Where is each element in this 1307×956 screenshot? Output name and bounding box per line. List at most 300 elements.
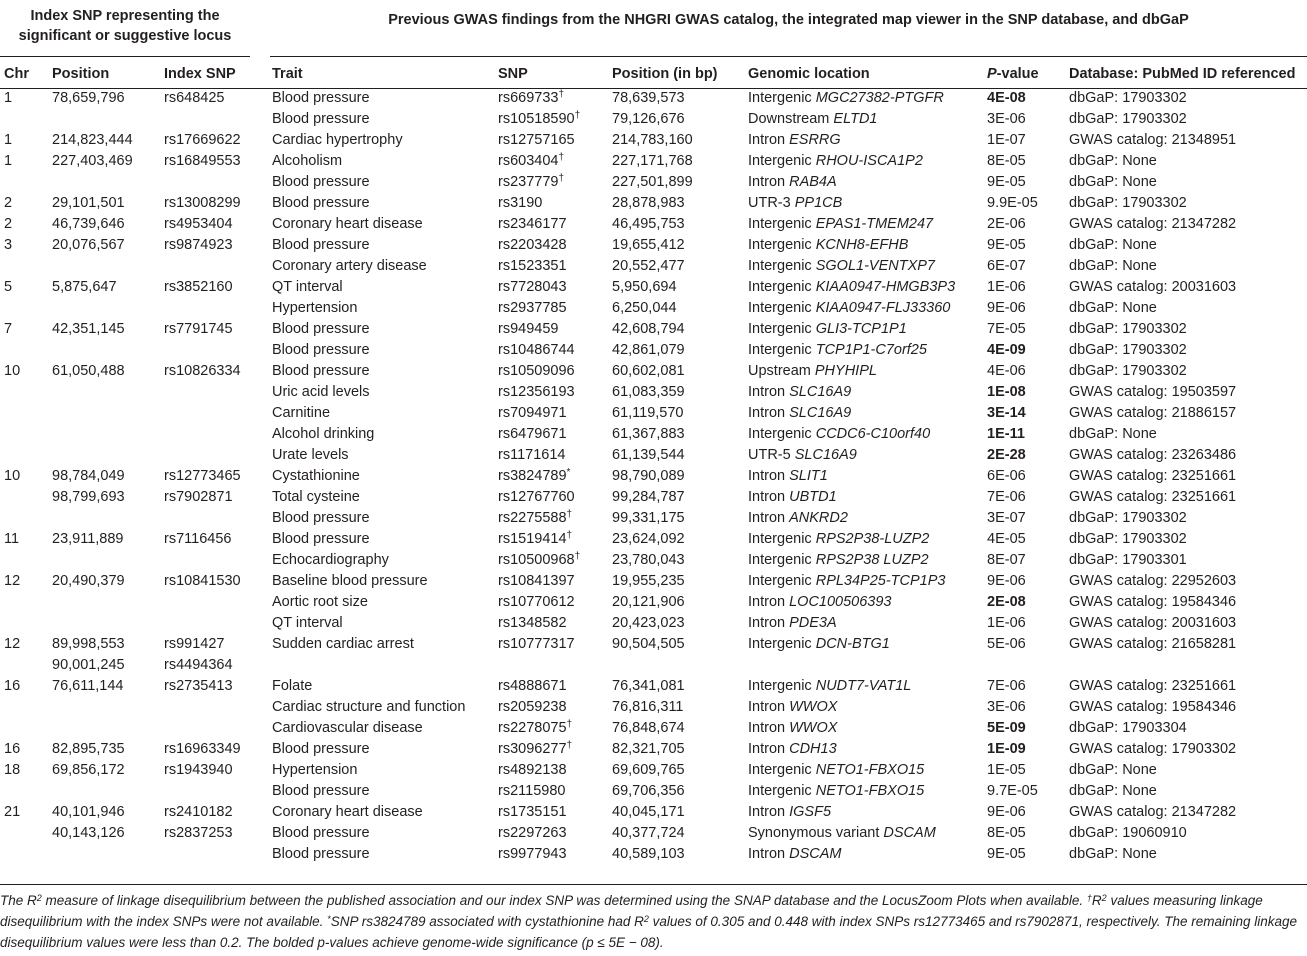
- location-type: Intergenic: [748, 761, 816, 778]
- table-row: [0, 297, 1307, 318]
- cell-p-value: 7E-06: [987, 677, 1026, 694]
- cell-snp: [498, 570, 612, 591]
- group-header-index-line-2: significant or suggestive locus: [18, 28, 232, 44]
- cell-snp: [498, 381, 612, 402]
- gene-name: CCDC6-C10orf40: [815, 425, 931, 442]
- cell-genomic-location: [748, 150, 987, 171]
- table-row: [0, 87, 1307, 108]
- cell-index-snp: [164, 780, 272, 801]
- cell-snp: [498, 780, 612, 801]
- cell-p-value: 9.9E-05: [987, 194, 1038, 211]
- group-rule-left: [0, 56, 250, 57]
- cell-database: GWAS catalog: 21658281: [1069, 635, 1237, 652]
- cell-chr: [0, 339, 52, 360]
- cell-chr: [0, 822, 52, 843]
- cell-position-bp: 61,119,570: [612, 404, 684, 421]
- snp-id: rs237779: [498, 173, 559, 190]
- cell-trait: Coronary heart disease: [272, 803, 423, 820]
- snp-id: rs2937785: [498, 299, 567, 316]
- cell-database: dbGaP: None: [1069, 299, 1157, 316]
- cell-p-value: 1E-07: [987, 131, 1026, 148]
- table-row: [0, 339, 1307, 360]
- cell-snp: [498, 633, 612, 654]
- cell-p-value: 4E-06: [987, 362, 1026, 379]
- cell-position-bp: 28,878,983: [612, 194, 685, 211]
- cell-position: [52, 507, 164, 528]
- gene-name: PHYHIPL: [814, 362, 877, 379]
- cell-database: dbGaP: None: [1069, 782, 1157, 799]
- location-type: Intergenic: [748, 89, 816, 106]
- cell-database: [1069, 654, 1307, 675]
- snp-id: rs9977943: [498, 845, 567, 862]
- cell-position-bp: 20,121,906: [612, 593, 685, 610]
- cell-trait: Aortic root size: [272, 593, 368, 610]
- gene-name: NUDT7-VAT1L: [815, 677, 912, 694]
- gene-name: DSCAM: [789, 845, 842, 862]
- col-header-database: Database: PubMed ID referenced: [1069, 65, 1296, 82]
- gene-name: RPS2P38-LUZP2: [815, 530, 930, 547]
- cell-snp: [498, 171, 612, 192]
- cell-trait: Blood pressure: [272, 740, 370, 757]
- footnote-r: R: [27, 893, 37, 908]
- gene-name: RPS2P38 LUZP2: [815, 551, 929, 568]
- cell-position: 69,856,172: [52, 761, 125, 778]
- cell-p-value: [987, 654, 1069, 675]
- cell-index-snp: rs7116456: [164, 530, 232, 547]
- snp-marker: †: [574, 550, 581, 562]
- cell-index-snp: rs16849553: [164, 152, 241, 169]
- cell-position: [52, 339, 164, 360]
- location-type: Intron: [748, 131, 790, 148]
- cell-position: 5,875,647: [52, 278, 117, 295]
- cell-trait: Carnitine: [272, 404, 331, 421]
- cell-position-bp: 82,321,705: [612, 740, 685, 757]
- cell-genomic-location: [748, 360, 987, 381]
- table-bottom-rule: [0, 884, 1307, 885]
- location-type: Intron: [748, 593, 790, 610]
- cell-genomic-location: [748, 465, 987, 486]
- cell-chr: 5: [4, 278, 13, 295]
- cell-genomic-location: [748, 654, 987, 675]
- gene-name: NETO1-FBXO15: [815, 782, 925, 799]
- cell-chr: 10: [4, 467, 21, 484]
- table-row: [0, 444, 1307, 465]
- gene-name: RHOU-ISCA1P2: [815, 152, 923, 169]
- location-type: Intergenic: [748, 215, 816, 232]
- gene-name: SGOL1-VENTXP7: [815, 257, 935, 274]
- cell-database: GWAS catalog: 19584346: [1069, 593, 1237, 610]
- snp-id: rs3190: [498, 194, 543, 211]
- cell-position-bp: 42,608,794: [612, 320, 685, 337]
- cell-position: 61,050,488: [52, 362, 125, 379]
- gene-name: NETO1-FBXO15: [815, 761, 925, 778]
- cell-database: dbGaP: 17903304: [1069, 719, 1187, 736]
- table-row: [0, 801, 1307, 822]
- gene-name: RAB4A: [789, 173, 837, 190]
- cell-position-bp: 99,331,175: [612, 509, 685, 526]
- snp-id: rs1735151: [498, 803, 567, 820]
- cell-p-value: 3E-14: [987, 404, 1026, 421]
- cell-p-value: 2E-08: [987, 593, 1026, 610]
- cell-snp: [498, 276, 612, 297]
- cell-snp: [498, 360, 612, 381]
- cell-index-snp: [164, 591, 272, 612]
- cell-position-bp: 76,341,081: [612, 677, 685, 694]
- cell-trait: Urate levels: [272, 446, 349, 463]
- cell-p-value: 1E-06: [987, 614, 1026, 631]
- table-row: [0, 150, 1307, 171]
- snp-marker: †: [558, 88, 565, 100]
- cell-position-bp: 42,861,079: [612, 341, 685, 358]
- snp-marker: †: [566, 508, 573, 520]
- cell-index-snp: rs4953404: [164, 215, 233, 232]
- cell-snp: [498, 255, 612, 276]
- cell-chr: [0, 171, 52, 192]
- cell-chr: [0, 717, 52, 738]
- cell-index-snp: [164, 696, 272, 717]
- cell-index-snp: [164, 612, 272, 633]
- cell-trait: Alcohol drinking: [272, 425, 375, 442]
- cell-index-snp: [164, 843, 272, 864]
- cell-trait: Baseline blood pressure: [272, 572, 428, 589]
- snp-marker: *: [566, 466, 571, 478]
- location-type: Intergenic: [748, 236, 816, 253]
- location-type: Intron: [748, 383, 790, 400]
- cell-database: dbGaP: 17903302: [1069, 362, 1187, 379]
- cell-trait: Cardiovascular disease: [272, 719, 423, 736]
- location-type: Intron: [748, 467, 790, 484]
- group-header-index-line-1: Index SNP representing the: [30, 8, 220, 24]
- footnote-star: *: [327, 914, 331, 924]
- snp-id: rs2297263: [498, 824, 567, 841]
- cell-position-bp: 20,552,477: [612, 257, 685, 274]
- col-header-chr: Chr: [4, 65, 29, 82]
- cell-index-snp: rs13008299: [164, 194, 241, 211]
- location-type: UTR-5: [748, 446, 795, 463]
- cell-trait: Alcoholism: [272, 152, 343, 169]
- cell-position-bp: 61,367,883: [612, 425, 685, 442]
- cell-database: dbGaP: None: [1069, 761, 1157, 778]
- snp-id: rs1519414: [498, 530, 567, 547]
- cell-index-snp: [164, 381, 272, 402]
- cell-database: GWAS catalog: 23251661: [1069, 467, 1237, 484]
- cell-chr: [0, 780, 52, 801]
- table-row: [0, 528, 1307, 549]
- cell-database: dbGaP: None: [1069, 257, 1157, 274]
- cell-snp: [498, 843, 612, 864]
- cell-position: [52, 843, 164, 864]
- snp-marker: †: [566, 739, 573, 751]
- cell-index-snp: rs2837253: [164, 824, 233, 841]
- cell-genomic-location: [748, 255, 987, 276]
- snp-id: rs4888671: [498, 677, 567, 694]
- cell-p-value: 9.7E-05: [987, 782, 1038, 799]
- cell-trait: Folate: [272, 677, 313, 694]
- location-type: Intron: [748, 614, 790, 631]
- location-type: Intergenic: [748, 299, 816, 316]
- gene-name: EPAS1-TMEM247: [815, 215, 934, 232]
- cell-snp: [498, 465, 612, 486]
- table-row: [0, 843, 1307, 864]
- cell-genomic-location: [748, 213, 987, 234]
- snp-id: rs1523351: [498, 257, 567, 274]
- cell-position: 98,799,693: [52, 488, 125, 505]
- cell-p-value: 9E-05: [987, 173, 1026, 190]
- group-rule-right: [270, 56, 1307, 57]
- cell-snp: [498, 822, 612, 843]
- col-header-position: Position: [52, 65, 110, 82]
- cell-snp: [498, 738, 612, 759]
- table-row: [0, 822, 1307, 843]
- location-type: Intergenic: [748, 635, 816, 652]
- cell-p-value: 4E-08: [987, 89, 1026, 106]
- cell-position: 20,076,567: [52, 236, 125, 253]
- cell-trait: Blood pressure: [272, 341, 370, 358]
- cell-trait: Coronary heart disease: [272, 215, 423, 232]
- cell-position-bp: 40,589,103: [612, 845, 685, 862]
- cell-position-bp: 61,139,544: [612, 446, 685, 463]
- location-type: Intergenic: [748, 257, 816, 274]
- cell-snp: [498, 402, 612, 423]
- cell-index-snp: rs17669622: [164, 131, 241, 148]
- cell-chr: 18: [4, 761, 21, 778]
- location-type: Downstream: [748, 110, 834, 127]
- cell-p-value: 1E-06: [987, 278, 1026, 295]
- cell-chr: [0, 843, 52, 864]
- snp-id: rs1348582: [498, 614, 567, 631]
- cell-position-bp: 23,624,092: [612, 530, 685, 547]
- cell-chr: [0, 654, 52, 675]
- snp-id: rs2059238: [498, 698, 567, 715]
- cell-chr: 16: [4, 677, 21, 694]
- cell-trait: Blood pressure: [272, 782, 370, 799]
- cell-database: dbGaP: None: [1069, 236, 1157, 253]
- cell-position: 82,895,735: [52, 740, 125, 757]
- cell-chr: 10: [4, 362, 21, 379]
- footnote-text-2: measure of linkage disequilibrium between the published association and our index SNP was determined using the SNAP database and the LocusZoom Plots when available.: [41, 893, 1087, 908]
- cell-chr: [0, 381, 52, 402]
- cell-index-snp: rs1943940: [164, 761, 233, 778]
- cell-p-value: 1E-08: [987, 383, 1026, 400]
- cell-p-value: 7E-05: [987, 320, 1026, 337]
- cell-snp: [498, 696, 612, 717]
- footnote-sup: 2: [36, 893, 42, 903]
- cell-snp: [498, 507, 612, 528]
- cell-genomic-location: [748, 738, 987, 759]
- cell-position: 90,001,245: [52, 656, 125, 673]
- snp-id: rs669733: [498, 89, 559, 106]
- cell-trait: Blood pressure: [272, 845, 370, 862]
- snp-id: rs10841397: [498, 572, 575, 589]
- cell-index-snp: rs7791745: [164, 320, 233, 337]
- location-type: Intron: [748, 845, 790, 862]
- cell-position-bp: 40,377,724: [612, 824, 685, 841]
- cell-snp: [498, 423, 612, 444]
- table-row: [0, 381, 1307, 402]
- cell-p-value: 2E-06: [987, 215, 1026, 232]
- cell-chr: 21: [4, 803, 21, 820]
- group-header-index-snp: [0, 6, 250, 46]
- gene-name: GLI3-TCP1P1: [815, 320, 907, 337]
- footnote-text-1: The: [0, 893, 28, 908]
- gene-name: ELTD1: [833, 110, 878, 127]
- cell-genomic-location: [748, 171, 987, 192]
- cell-database: GWAS catalog: 20031603: [1069, 614, 1237, 631]
- cell-index-snp: rs9874923: [164, 236, 233, 253]
- cell-index-snp: [164, 423, 272, 444]
- gene-name: DSCAM: [883, 824, 936, 841]
- cell-index-snp: [164, 108, 272, 129]
- snp-marker: †: [558, 172, 565, 184]
- cell-trait: Blood pressure: [272, 173, 370, 190]
- gene-name: WWOX: [789, 698, 838, 715]
- table-row: [0, 612, 1307, 633]
- snp-id: rs12356193: [498, 383, 575, 400]
- cell-trait: Hypertension: [272, 299, 358, 316]
- cell-index-snp: rs3852160: [164, 278, 233, 295]
- snp-id: rs2346177: [498, 215, 567, 232]
- location-type: Intergenic: [748, 782, 816, 799]
- cell-trait: Sudden cardiac arrest: [272, 635, 414, 652]
- cell-index-snp: rs10841530: [164, 572, 241, 589]
- gene-name: LOC100506393: [789, 593, 892, 610]
- cell-database: GWAS catalog: 21347282: [1069, 215, 1237, 232]
- cell-position: 98,784,049: [52, 467, 125, 484]
- cell-database: dbGaP: None: [1069, 845, 1157, 862]
- cell-index-snp: [164, 339, 272, 360]
- col-header-position-bp: Position (in bp): [612, 65, 718, 82]
- cell-trait: Cardiac hypertrophy: [272, 131, 403, 148]
- cell-genomic-location: [748, 234, 987, 255]
- gene-name: PP1CB: [794, 194, 843, 211]
- table-row: [0, 465, 1307, 486]
- cell-database: GWAS catalog: 23251661: [1069, 488, 1237, 505]
- cell-p-value: 9E-06: [987, 299, 1026, 316]
- cell-genomic-location: [748, 444, 987, 465]
- cell-snp: [498, 234, 612, 255]
- cell-position: [52, 549, 164, 570]
- cell-position: [52, 612, 164, 633]
- footnote-text-5: values of 0.305 and 0.448 with index SNPs rs12773465 and rs7902871, respectively. The remaining linkage disequilibrium values were less than 0.2. The bolded p-values achieve genome-wide significance (p ≤ 5E − 08).: [0, 914, 1298, 950]
- cell-database: GWAS catalog: 23263486: [1069, 446, 1237, 463]
- cell-database: GWAS catalog: 20031603: [1069, 278, 1237, 295]
- cell-database: dbGaP: 17903302: [1069, 341, 1187, 358]
- cell-position-bp: 40,045,171: [612, 803, 685, 820]
- cell-position-bp: 69,706,356: [612, 782, 685, 799]
- cell-position: [52, 423, 164, 444]
- cell-genomic-location: [748, 759, 987, 780]
- cell-chr: [0, 297, 52, 318]
- cell-p-value: 2E-28: [987, 446, 1026, 463]
- snp-marker: †: [566, 529, 573, 541]
- gene-name: UBTD1: [789, 488, 837, 505]
- location-type: Intergenic: [748, 572, 816, 589]
- cell-chr: 12: [4, 572, 21, 589]
- table-row: [0, 423, 1307, 444]
- cell-position: [52, 591, 164, 612]
- table-body: [0, 87, 1307, 864]
- cell-genomic-location: [748, 423, 987, 444]
- table-row: [0, 507, 1307, 528]
- cell-index-snp: [164, 507, 272, 528]
- snp-marker: †: [566, 718, 573, 730]
- cell-trait: Total cysteine: [272, 488, 360, 505]
- gene-name: WWOX: [789, 719, 838, 736]
- cell-snp: [498, 612, 612, 633]
- cell-trait: QT interval: [272, 278, 343, 295]
- location-type: Intergenic: [748, 278, 816, 295]
- cell-index-snp: rs10826334: [164, 362, 241, 379]
- cell-position: 42,351,145: [52, 320, 125, 337]
- cell-position-bp: 99,284,787: [612, 488, 685, 505]
- cell-database: dbGaP: 17903301: [1069, 551, 1187, 568]
- cell-chr: [0, 402, 52, 423]
- cell-chr: [0, 612, 52, 633]
- cell-database: dbGaP: 19060910: [1069, 824, 1187, 841]
- gene-name: SLC16A9: [794, 446, 857, 463]
- snp-id: rs10518590: [498, 110, 575, 127]
- location-type: Intergenic: [748, 677, 816, 694]
- cell-database: GWAS catalog: 23251661: [1069, 677, 1237, 694]
- cell-database: GWAS catalog: 19584346: [1069, 698, 1237, 715]
- col-header-index-snp: Index SNP: [164, 65, 236, 82]
- table-row: [0, 633, 1307, 654]
- location-type: Intron: [748, 509, 790, 526]
- cell-database: GWAS catalog: 17903302: [1069, 740, 1237, 757]
- cell-position-bp: 69,609,765: [612, 761, 685, 778]
- footnote-sup-2: 2: [1101, 893, 1107, 903]
- snp-id: rs12757165: [498, 131, 575, 148]
- snp-id: rs2115980: [498, 782, 566, 799]
- cell-database: GWAS catalog: 22952603: [1069, 572, 1237, 589]
- gene-name: ANKRD2: [789, 509, 848, 526]
- cell-database: GWAS catalog: 21886157: [1069, 404, 1237, 421]
- cell-trait: Blood pressure: [272, 824, 370, 841]
- cell-position-bp: 20,423,023: [612, 614, 685, 631]
- location-type: Intron: [748, 719, 790, 736]
- cell-trait: Coronary artery disease: [272, 257, 427, 274]
- cell-database: dbGaP: 17903302: [1069, 530, 1187, 547]
- col-header-snp: SNP: [498, 65, 528, 82]
- table-row: [0, 234, 1307, 255]
- cell-position-bp: 23,780,043: [612, 551, 685, 568]
- cell-snp: [498, 87, 612, 108]
- cell-database: dbGaP: None: [1069, 152, 1157, 169]
- cell-position-bp: 6,250,044: [612, 299, 677, 316]
- cell-genomic-location: [748, 675, 987, 696]
- cell-p-value: 3E-06: [987, 698, 1026, 715]
- snp-id: rs3824789: [498, 467, 567, 484]
- cell-chr: [0, 423, 52, 444]
- gene-name: MGC27382-PTGFR: [815, 89, 944, 106]
- cell-genomic-location: [748, 276, 987, 297]
- cell-position: 89,998,553: [52, 635, 125, 652]
- cell-p-value: 6E-06: [987, 467, 1026, 484]
- cell-database: dbGaP: 17903302: [1069, 110, 1187, 127]
- snp-id: rs3096277: [498, 740, 567, 757]
- cell-chr: [0, 444, 52, 465]
- cell-snp: [498, 549, 612, 570]
- gene-name: KCNH8-EFHB: [815, 236, 909, 253]
- cell-trait: Hypertension: [272, 761, 358, 778]
- cell-genomic-location: [748, 402, 987, 423]
- cell-p-value: 5E-06: [987, 635, 1026, 652]
- cell-index-snp: rs12773465: [164, 467, 241, 484]
- cell-snp: [498, 654, 612, 675]
- table-row: [0, 759, 1307, 780]
- table-row: [0, 570, 1307, 591]
- cell-position-bp: 19,655,412: [612, 236, 685, 253]
